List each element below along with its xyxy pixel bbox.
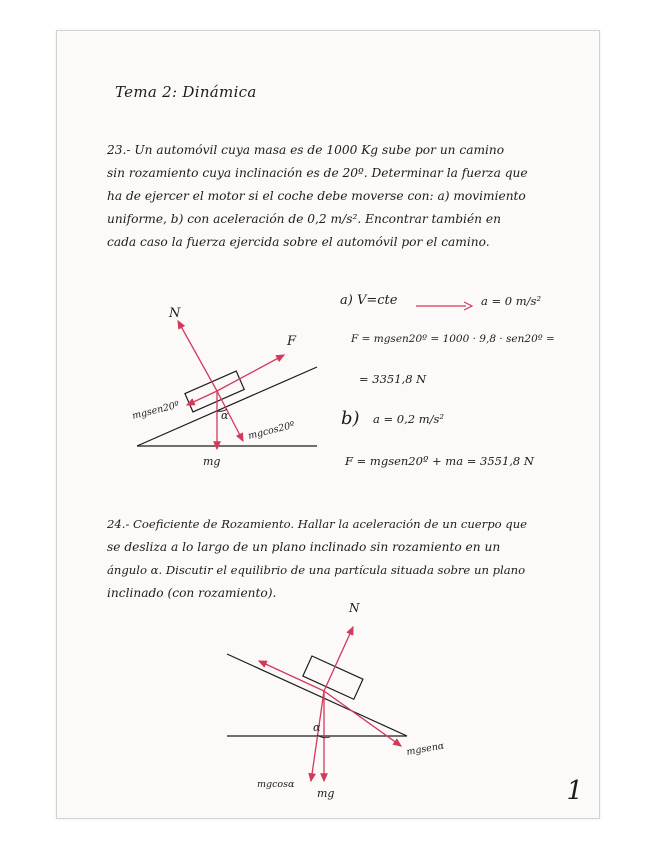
problem-24-line: se desliza a lo largo de un plano inclinado sin rozamiento en un [107,540,501,554]
implies-arrow [414,301,474,311]
solution-b-value: a = 0,2 m/s² [373,412,445,426]
problem-24-line: inclinado (con rozamiento). [107,586,277,600]
label-N: N [349,601,360,615]
label-alpha: α [313,721,321,734]
solution-b-label: b) [341,408,360,429]
mgsen-arrow-upslope [259,661,324,691]
incline-diagram-23 [117,299,327,474]
equation-force-b: F = mgsen20º + ma = 3551,8 N [345,454,534,468]
notebook-page [56,30,600,819]
problem-24-line: 24.- Coeficiente de Rozamiento. Hallar la aceleración de un cuerpo que [107,517,528,531]
label-mgcos: mgcos20º [247,419,296,442]
label-mgcos: mgcosα [257,779,295,790]
problem-23-line: cada caso la fuerza ejercida sobre el automóvil por el camino. [107,235,490,249]
label-mg: mg [203,455,221,468]
label-N: N [169,306,181,321]
problem-23-line: ha de ejercer el motor si el coche debe moverse con: a) movimiento [107,189,526,203]
problem-23-statement [107,139,557,254]
equation-force-a-result: = 3351,8 N [359,372,427,386]
normal-force-arrow [178,321,217,391]
page-title: Tema 2: Dinámica [115,83,257,101]
label-mg: mg [317,787,335,800]
page-number: 1 [566,776,583,806]
problem-23-line: sin rozamiento cuya inclinación es de 20º. Determinar la fuerza que [107,166,528,180]
label-mgsen: mgsen20º [131,399,181,422]
problem-23-line: 23.- Un automóvil cuya masa es de 1000 Kg sube por un camino [107,143,505,157]
solution-a-result: a = 0 m/s² [481,294,542,308]
label-alpha: α [221,409,229,422]
incline-diagram-24 [217,599,517,799]
problem-23-line: uniforme, b) con aceleración de 0,2 m/s². Encontrar también en [107,212,501,226]
label-mgsen: mgsenα [405,740,446,758]
problem-24-line: ángulo α. Discutir el equilibrio de una partícula situada sobre un plano [107,563,526,577]
mgsen-arrow [324,691,401,746]
solution-a-label: a) V=cte [340,293,398,308]
label-F: F [287,334,297,349]
problem-24-statement [107,513,557,605]
equation-force-a: F = mgsen20º = 1000 · 9,8 · sen20º = [351,333,555,345]
normal-force-arrow [324,627,353,691]
